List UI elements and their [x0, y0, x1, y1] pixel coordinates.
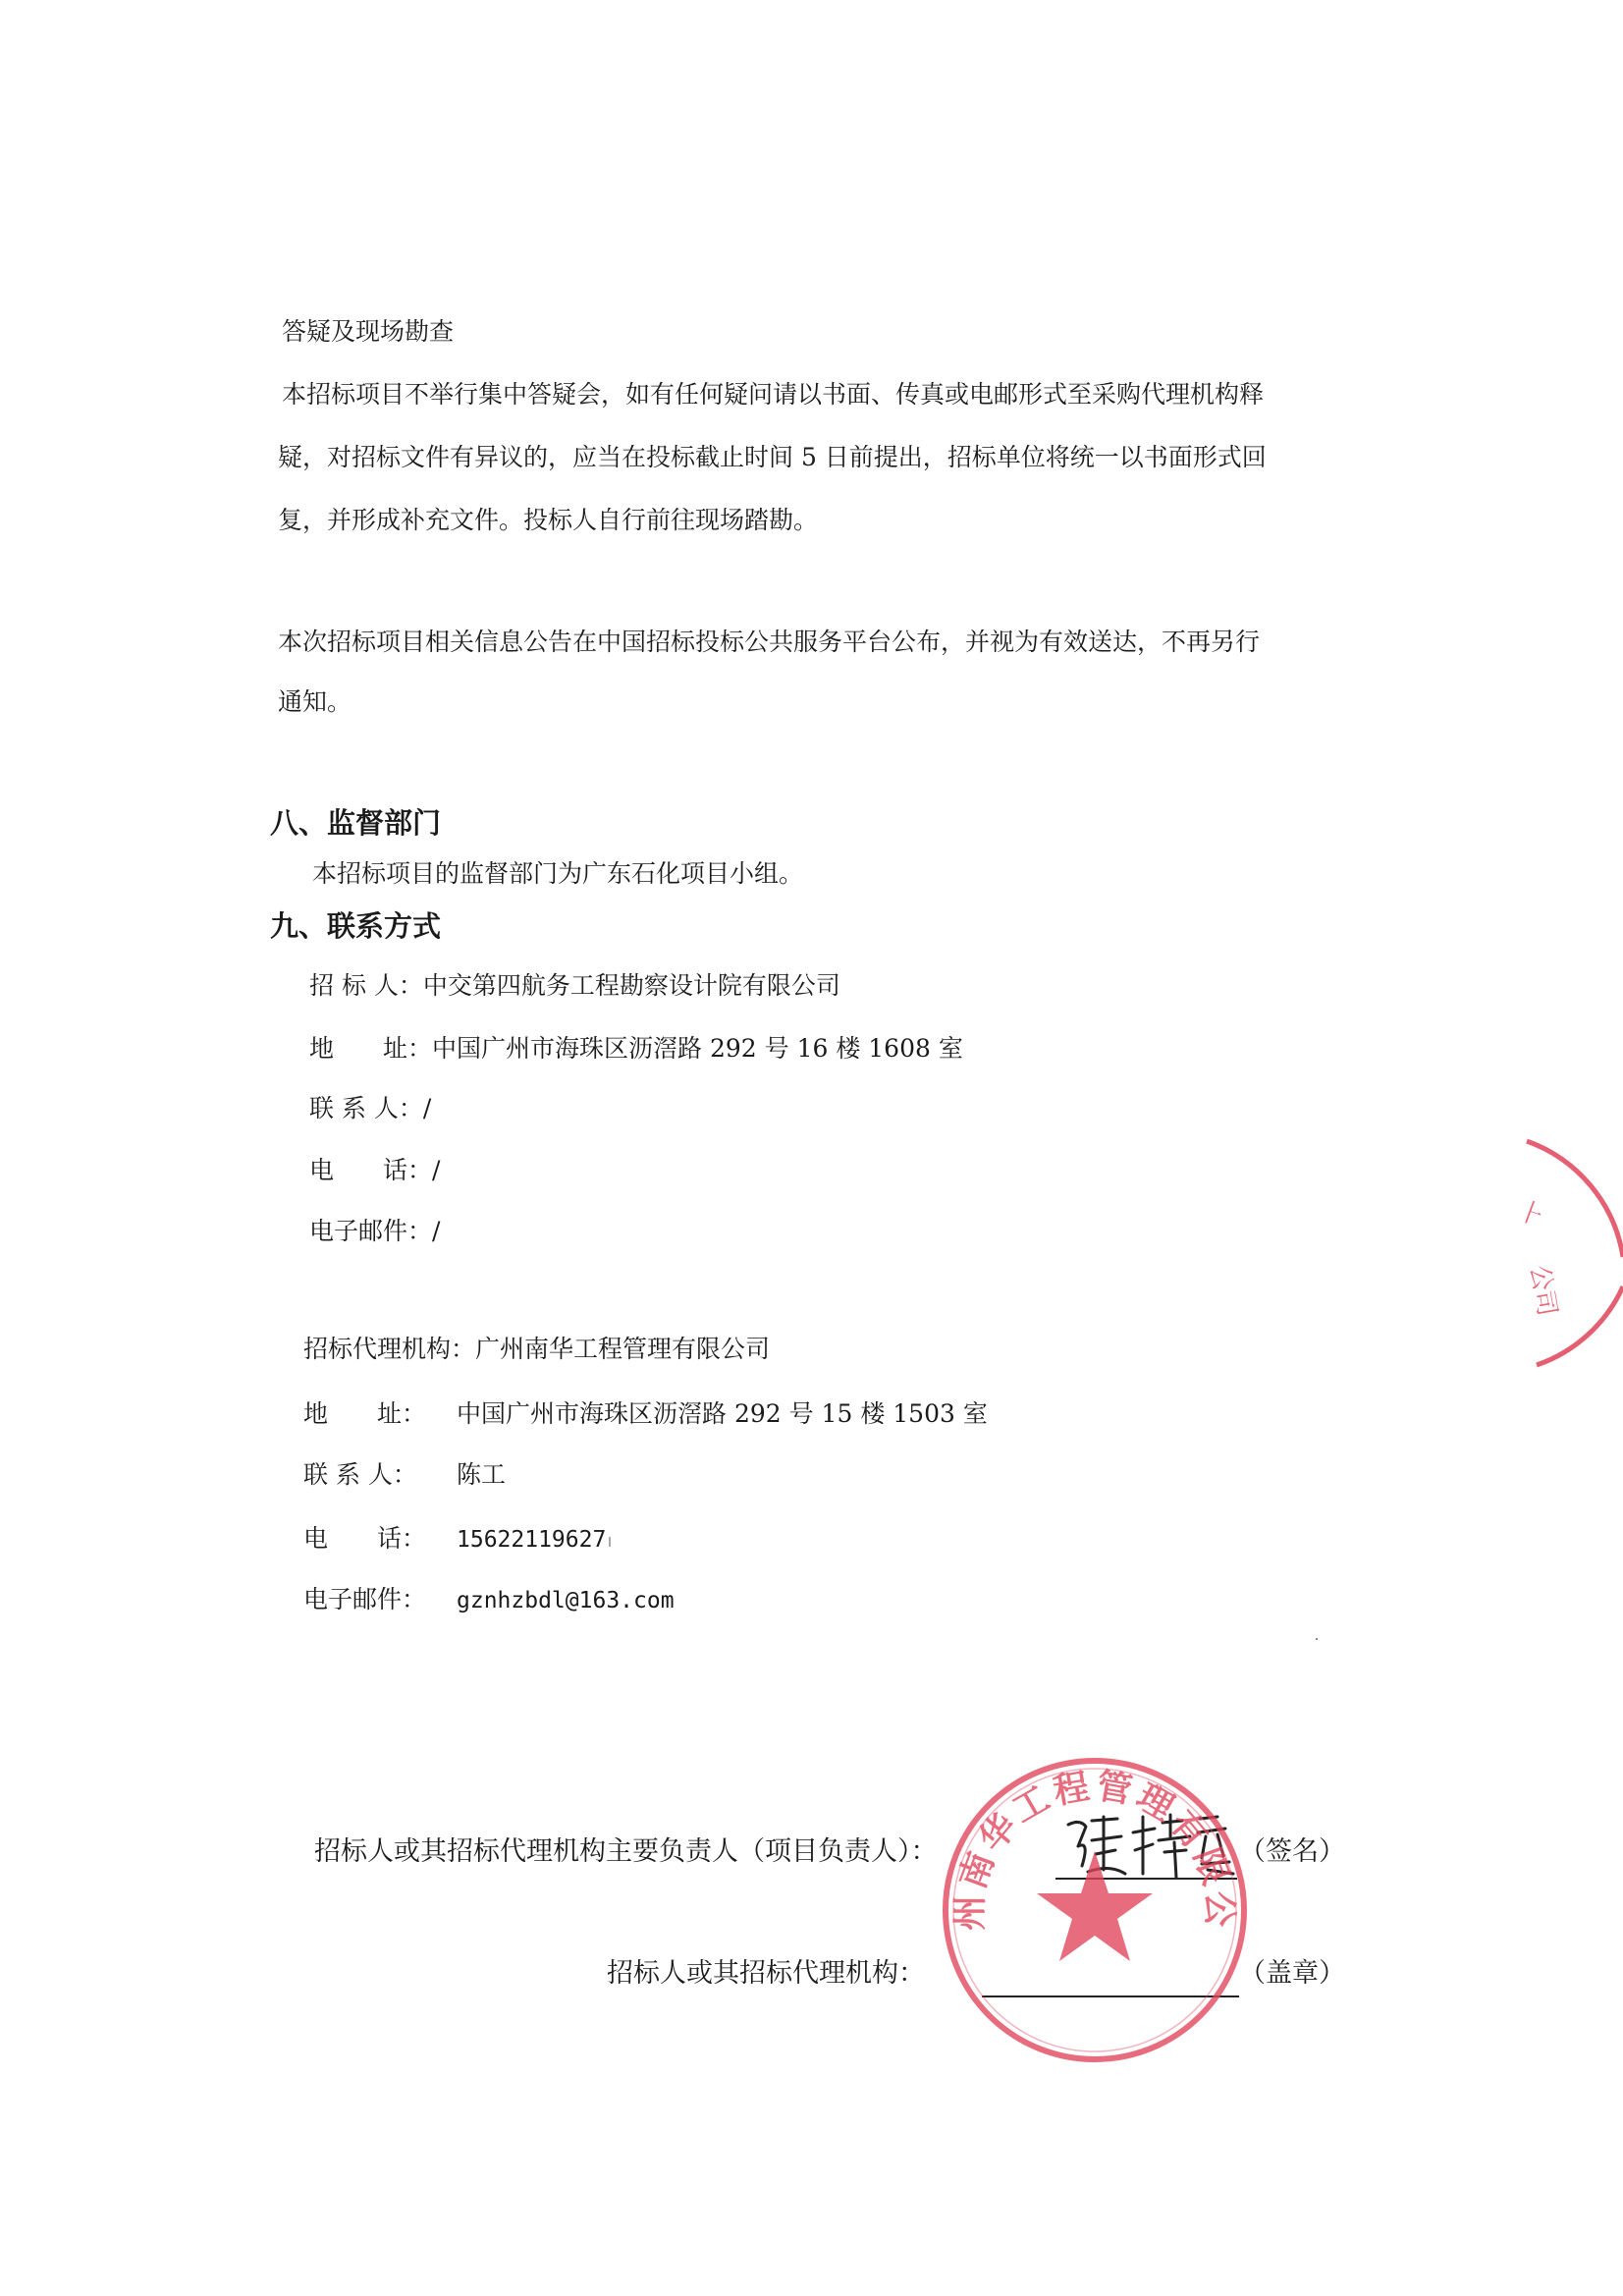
- agency-phone-label: 电 话：: [303, 1524, 427, 1553]
- agency-address-label: 地 址：: [303, 1399, 427, 1428]
- agency-name-label: 招标代理机构：: [303, 1335, 476, 1363]
- tenderer-address-row: [309, 1033, 963, 1065]
- edge-seal-stamp: [1507, 1120, 1623, 1375]
- agency-address: 中国广州市海珠区沥滘路 292 号 15 楼 1503 室: [457, 1399, 988, 1428]
- tenderer-email-label: 电子邮件：: [309, 1217, 433, 1245]
- tenderer-name-row: [309, 970, 840, 1002]
- tenderer-contact-row: [309, 1093, 431, 1124]
- agency-phone-row: [303, 1523, 606, 1556]
- section-8-text: 本招标项目的监督部门为广东石化项目小组。: [312, 859, 804, 888]
- agency-name: 广州南华工程管理有限公司: [475, 1335, 771, 1363]
- qa-title: 答疑及现场勘查: [282, 317, 455, 346]
- tenderer-phone-label: 电 话：: [309, 1156, 433, 1184]
- leader-signature-suffix: （签名）: [1239, 1836, 1345, 1867]
- tenderer-name-label: 招 标 人：: [309, 971, 423, 1000]
- edge-seal-text: 公司: [1524, 1263, 1562, 1319]
- scan-mark: [609, 1537, 611, 1547]
- tenderer-contact: /: [422, 1094, 432, 1122]
- agency-email-row: [303, 1584, 675, 1616]
- notice-line-2: 通知。: [278, 687, 352, 716]
- agency-contact-row: [303, 1459, 506, 1491]
- qa-paragraph-line-1: 本招标项目不举行集中答疑会，如有任何疑问请以书面、传真或电邮形式至采购代理机构释: [282, 380, 1265, 409]
- agency-phone: 15622119627: [457, 1527, 607, 1553]
- tenderer-contact-label: 联 系 人：: [309, 1094, 423, 1122]
- leader-signature-label: 招标人或其招标代理机构主要负责人（项目负责人）：: [314, 1836, 938, 1867]
- scan-mark: [1316, 1638, 1318, 1640]
- agency-address-row: [303, 1398, 988, 1430]
- tenderer-email-row: [309, 1216, 440, 1247]
- tenderer-email: /: [432, 1217, 441, 1245]
- seal-label: 招标人或其招标代理机构：: [607, 1958, 925, 1989]
- agency-email-label: 电子邮件：: [303, 1585, 427, 1613]
- company-seal-stamp: [912, 1717, 1257, 2072]
- agency-contact-label: 联 系 人：: [303, 1460, 417, 1489]
- tenderer-phone: /: [432, 1156, 441, 1184]
- section-9-heading: 九、联系方式: [270, 909, 442, 943]
- agency-contact: 陈工: [457, 1460, 507, 1489]
- seal-suffix: （盖章）: [1239, 1958, 1345, 1989]
- company-seal-text: 广州南华工程管理有限公司: [912, 1717, 1240, 1932]
- tenderer-address-label: 地 址：: [309, 1034, 433, 1063]
- section-8-heading: 八、监督部门: [270, 806, 442, 840]
- notice-line-1: 本次招标项目相关信息公告在中国招标投标公共服务平台公布，并视为有效送达，不再另行: [278, 628, 1261, 656]
- qa-paragraph-line-2: 疑，对招标文件有异议的，应当在投标截止时间 5 日前提出，招标单位将统一以书面形式回: [278, 443, 1267, 471]
- tenderer-name: 中交第四航务工程勘察设计院有限公司: [422, 971, 840, 1000]
- tenderer-address: 中国广州市海珠区沥滘路 292 号 16 楼 1608 室: [432, 1034, 963, 1063]
- agency-email: gznhzbdl@163.com: [457, 1588, 675, 1613]
- agency-name-row: [303, 1334, 770, 1365]
- tenderer-phone-row: [309, 1155, 440, 1186]
- svg-text:⺊: ⺊: [1514, 1196, 1549, 1233]
- qa-paragraph-line-3: 复，并形成补充文件。投标人自行前往现场踏勘。: [278, 506, 819, 534]
